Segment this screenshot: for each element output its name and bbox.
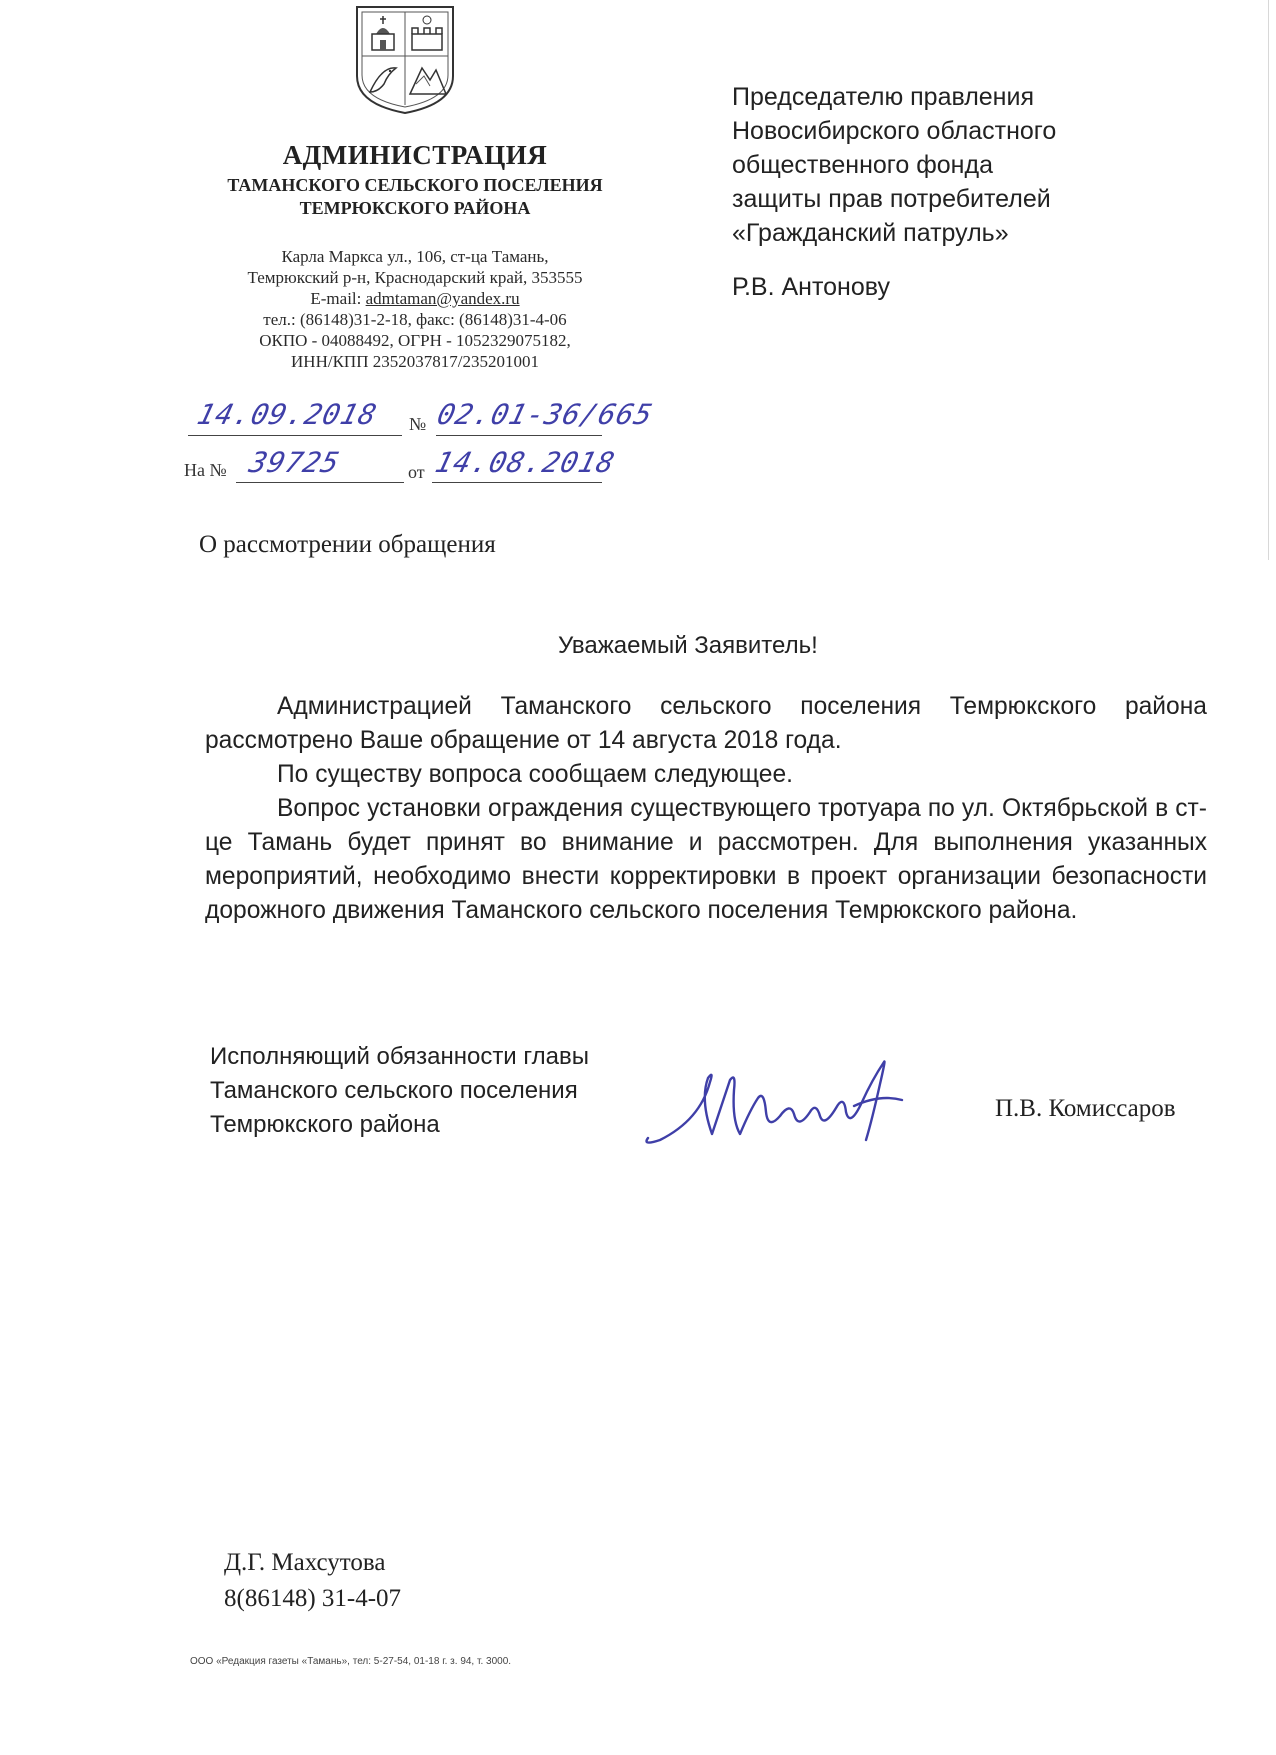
email-label: E-mail: bbox=[310, 289, 366, 308]
email-line bbox=[180, 288, 650, 309]
recipient-name: Р.В. Антонову bbox=[732, 273, 890, 301]
reply-number: 39725 bbox=[245, 446, 344, 479]
reply-date-underline bbox=[432, 481, 602, 483]
body-paragraph-1: Администрацией Таманского сельского поселения Темрюкского района рассмотрено Ваше обращение от 14 августа 2018 года. bbox=[205, 693, 1207, 754]
okpo-line: ОКПО - 04088492, ОГРН - 1052329075182, bbox=[259, 331, 571, 350]
executor-name: Д.Г. Махсутова bbox=[224, 1549, 386, 1576]
signatory-position bbox=[210, 1040, 589, 1142]
org-address-block bbox=[180, 246, 650, 372]
position-line2: Таманского сельского поселения bbox=[210, 1077, 578, 1104]
org-subtitle-line2: ТЕМРЮКСКОГО РАЙОНА bbox=[299, 198, 531, 218]
reply-number-underline bbox=[236, 481, 404, 483]
position-line1: Исполняющий обязанности главы bbox=[210, 1043, 589, 1070]
reply-from-label: от bbox=[408, 462, 425, 482]
signatory-name: П.В. Комиссаров bbox=[995, 1095, 1176, 1122]
coat-of-arms-icon bbox=[354, 4, 456, 116]
letter-body bbox=[205, 690, 1207, 928]
executor-block bbox=[224, 1545, 401, 1617]
recipient-line2: Новосибирского областного bbox=[732, 117, 1057, 145]
email-link[interactable]: admtaman@yandex.ru bbox=[365, 289, 520, 308]
phone-line: тел.: (86148)31-2-18, факс: (86148)31-4-06 bbox=[263, 310, 567, 329]
outgoing-date: 14.09.2018 bbox=[193, 398, 381, 431]
handwritten-signature-icon bbox=[640, 1050, 940, 1150]
inn-line: ИНН/КПП 2352037817/235201001 bbox=[291, 352, 539, 371]
outgoing-number: 02.01-36/665 bbox=[433, 398, 657, 431]
letter-subject: О рассмотрении обращения bbox=[199, 531, 496, 558]
executor-phone: 8(86148) 31-4-07 bbox=[224, 1585, 402, 1612]
recipient-line5: «Гражданский патруль» bbox=[732, 219, 1009, 247]
recipient-line1: Председателю правления bbox=[732, 83, 1034, 111]
recipient-block bbox=[732, 80, 1056, 304]
print-footer: ООО «Редакция газеты «Тамань», тел: 5-27-54, 01-18 г. з. 94, т. 3000. bbox=[190, 1656, 512, 1667]
address-line2: Темрюкский р-н, Краснодарский край, 353555 bbox=[247, 268, 583, 287]
position-line3: Темрюкского района bbox=[210, 1111, 440, 1138]
address-line1: Карла Маркса ул., 106, ст-ца Тамань, bbox=[281, 247, 549, 266]
scan-edge bbox=[1268, 0, 1269, 560]
number-underline bbox=[436, 434, 602, 436]
recipient-line4: защиты прав потребителей bbox=[732, 185, 1051, 213]
letter-greeting: Уважаемый Заявитель! bbox=[558, 632, 818, 659]
reply-date: 14.08.2018 bbox=[431, 446, 619, 479]
date-underline bbox=[188, 434, 402, 436]
body-paragraph-2: По существу вопроса сообщаем следующее. bbox=[277, 761, 793, 788]
outgoing-number-label: № bbox=[409, 414, 427, 434]
org-subtitle-line1: ТАМАНСКОГО СЕЛЬСКОГО ПОСЕЛЕНИЯ bbox=[227, 175, 603, 195]
recipient-line3: общественного фонда bbox=[732, 151, 993, 179]
reply-number-label: На № bbox=[184, 460, 227, 480]
body-paragraph-3: Вопрос установки ограждения существующего тротуара по ул. Октябрьской в ст-це Тамань будет принят во внимание и рассмотрен. Для выполнения указанных мероприятий, необходимо внести корректировки в проект организации безопасности дорожного движения Таманского сельского поселения Темрюкского района. bbox=[205, 795, 1207, 924]
org-title: АДМИНИСТРАЦИЯ bbox=[282, 140, 548, 170]
